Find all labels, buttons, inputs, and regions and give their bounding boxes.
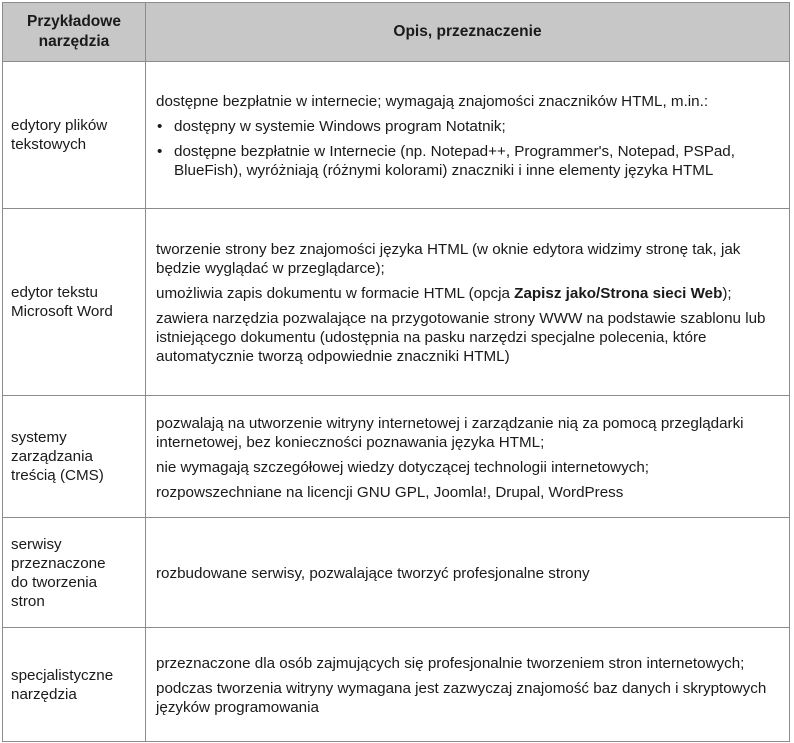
tool-cell: edytor tekstu Microsoft Word [3, 209, 146, 396]
header-row [3, 3, 790, 62]
list-item [156, 117, 779, 136]
list-item-text: dostępne bezpłatnie w Internecie (np. Notepad++, Programmer's, Notepad, PSPad, BlueFish), wyróżniają (różnymi kolorami) znaczniki i inne elementy języka HTML [174, 143, 735, 179]
table-row [3, 518, 790, 628]
bullet-icon: • [157, 143, 163, 160]
list-item [156, 142, 779, 180]
tools-table [2, 2, 790, 742]
description-cell [146, 518, 790, 628]
description-text: dostępne bezpłatnie w internecie; wymagają znajomości znaczników HTML, m.in.: [156, 93, 709, 110]
table-row [3, 209, 790, 396]
tool-cell: specjalistyczne narzędzia [3, 628, 146, 742]
description-text: nie wymagają szczegółowej wiedzy dotyczącej technologii internetowych; [156, 458, 650, 476]
description-text: tworzenie strony bez znajomości języka HTML (w oknie edytora widzimy stronę tak, jak będzie wyglądać w przeglądarce); [156, 241, 741, 277]
tool-cell: edytory plików tekstowych [3, 62, 146, 209]
header-description: Opis, przeznaczenie [146, 3, 790, 62]
bullet-icon: • [157, 118, 163, 135]
description-cell [146, 396, 790, 518]
bullet-list [156, 117, 779, 180]
text-span: ); [722, 285, 732, 302]
description-text: przeznaczone dla osób zajmujących się profesjonalnie tworzeniem stron internetowych; [156, 655, 745, 672]
menu-option-name: Zapisz jako/Strona sieci Web [514, 285, 723, 302]
description-cell [146, 209, 790, 396]
header-tools: Przykładowe narzędzia [3, 3, 146, 62]
table-row [3, 628, 790, 742]
tool-cell: systemy zarządzania treścią (CMS) [3, 396, 146, 518]
description-text: rozbudowane serwisy, pozwalające tworzyć profesjonalne strony [156, 565, 590, 582]
description-cell [146, 62, 790, 209]
description-text: podczas tworzenia witryny wymagana jest zazwyczaj znajomość baz danych i skryptowych języków programowania [156, 680, 767, 716]
description-text [156, 284, 779, 303]
table-row [3, 396, 790, 518]
table-row [3, 62, 790, 209]
text-span: umożliwia zapis dokumentu w formacie HTML (opcja [156, 285, 515, 302]
tool-cell: serwisy przeznaczone do tworzenia stron [3, 518, 146, 628]
list-item-text: dostępny w systemie Windows program Notatnik; [174, 118, 506, 135]
description-text: zawiera narzędzia pozwalające na przygotowanie strony WWW na podstawie szablonu lub istniejącego dokumentu (udostępnia na pasku narzędzi specjalne polecenia, które automatycznie tworzą odpowiednie znaczniki HTML) [156, 310, 766, 365]
description-text: pozwalają na utworzenie witryny internetowej i zarządzanie nią za pomocą przeglądarki internetowej, bez konieczności poznawania języka HTML; [156, 414, 744, 451]
description-text: rozpowszechniane na licencji GNU GPL, Joomla!, Drupal, WordPress [156, 483, 624, 501]
description-cell [146, 628, 790, 742]
